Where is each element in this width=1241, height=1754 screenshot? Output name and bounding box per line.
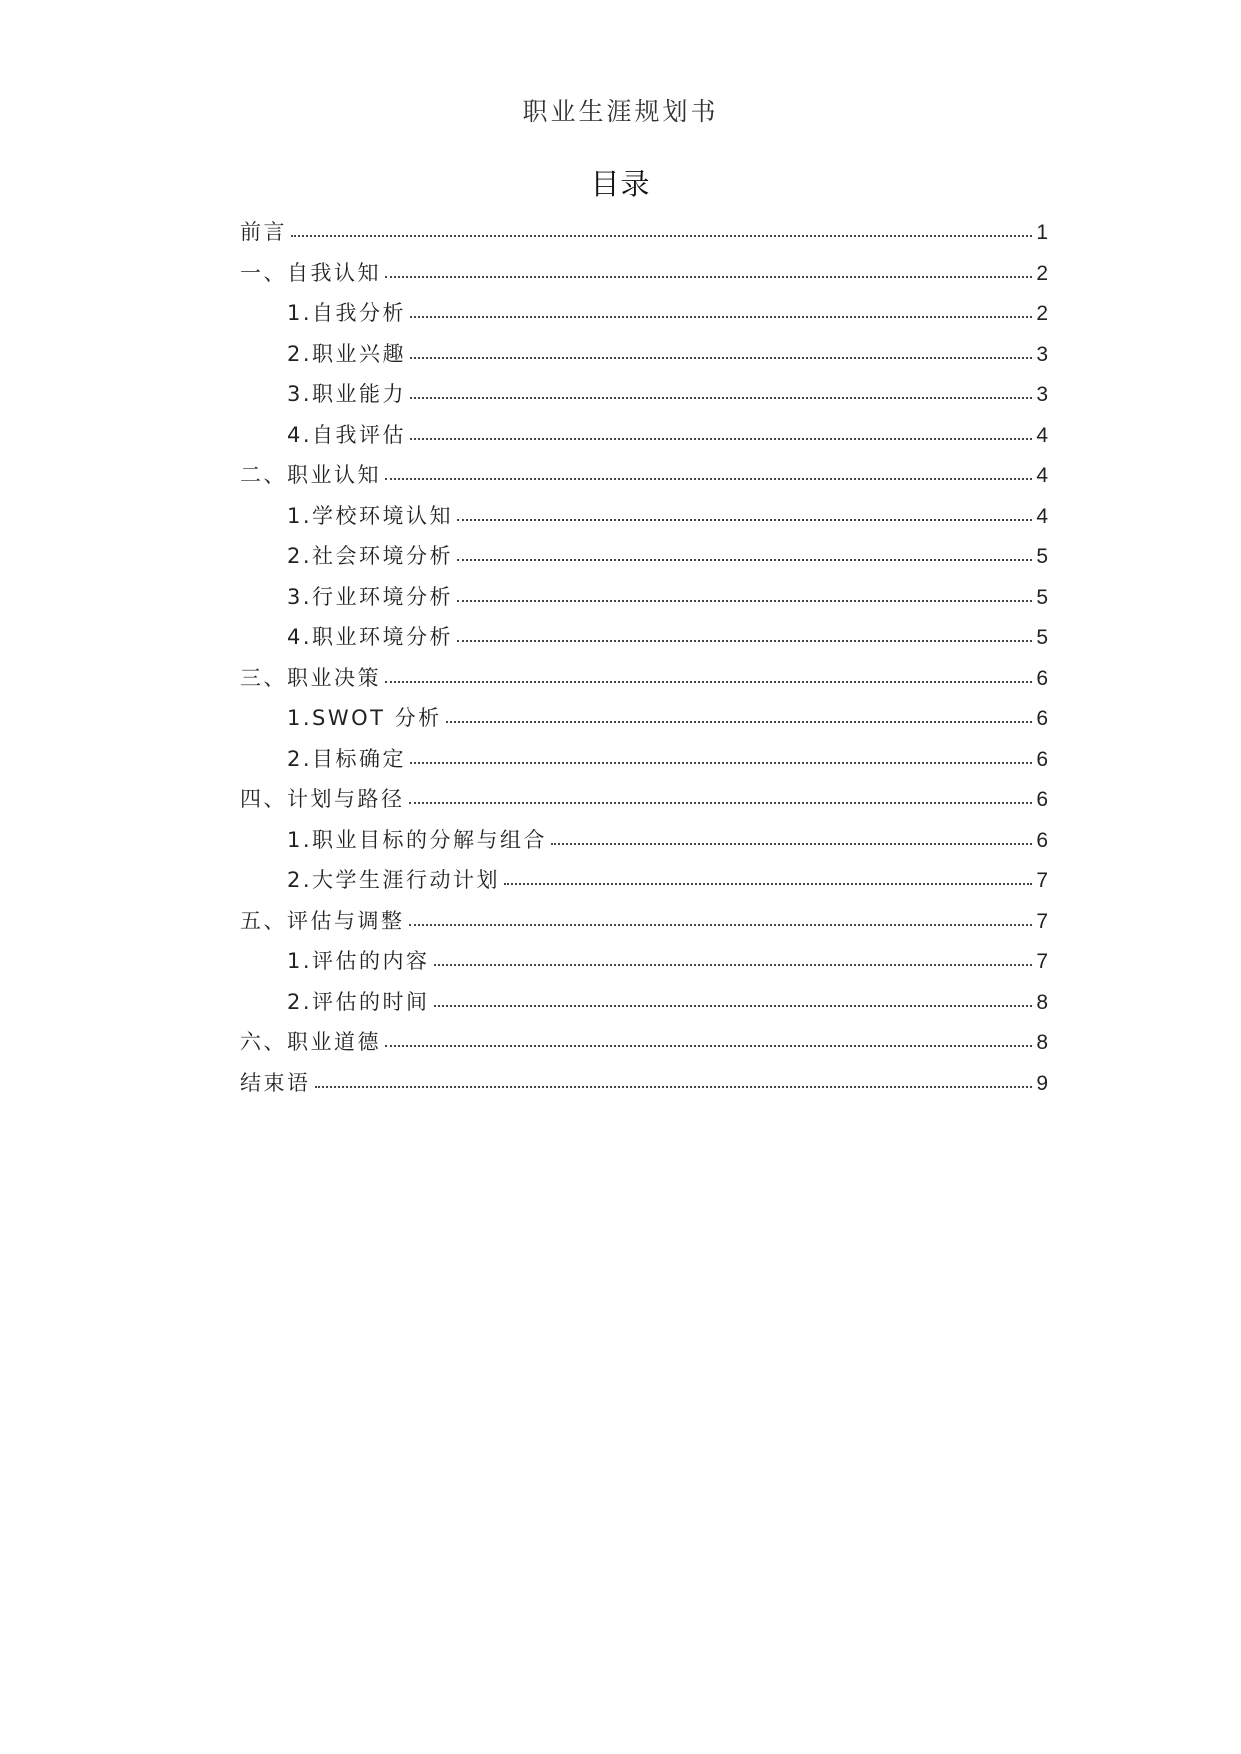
toc-entry-page-number: 7 bbox=[1036, 909, 1048, 933]
toc-entry[interactable] bbox=[240, 378, 1048, 419]
toc-entry-label: 4.职业环境分析 bbox=[287, 625, 454, 649]
toc-entry[interactable] bbox=[240, 419, 1048, 460]
toc-entry-label: 2.社会环境分析 bbox=[287, 544, 454, 568]
toc-entry-page-number: 2 bbox=[1036, 261, 1048, 285]
toc-entry-label: 六、职业道德 bbox=[240, 1030, 381, 1054]
toc-entry[interactable] bbox=[240, 1067, 1048, 1108]
toc-entry[interactable] bbox=[240, 459, 1048, 500]
toc-entry[interactable] bbox=[240, 662, 1048, 703]
toc-entry[interactable] bbox=[240, 257, 1048, 298]
toc-entry-label: 五、评估与调整 bbox=[240, 908, 405, 933]
toc-entry-page-number: 8 bbox=[1036, 990, 1048, 1014]
toc-dot-leader bbox=[457, 558, 1032, 561]
toc-entry-page-number: 6 bbox=[1036, 828, 1048, 852]
toc-entry[interactable] bbox=[240, 540, 1048, 581]
toc-dot-leader bbox=[551, 842, 1032, 845]
toc-entry-label: 3.行业环境分析 bbox=[287, 584, 454, 609]
toc-entry-page-number: 3 bbox=[1036, 342, 1048, 366]
toc-dot-leader bbox=[291, 234, 1032, 237]
toc-entry-label: 三、职业决策 bbox=[240, 665, 381, 690]
toc-entry[interactable] bbox=[240, 581, 1048, 622]
toc-entry-page-number: 4 bbox=[1036, 423, 1048, 447]
toc-dot-leader bbox=[457, 518, 1032, 521]
toc-dot-leader bbox=[385, 275, 1032, 278]
toc-entry-label: 2.目标确定 bbox=[287, 746, 407, 771]
document-title: 职业生涯规划书 bbox=[522, 97, 719, 126]
toc-entry[interactable] bbox=[240, 824, 1048, 865]
toc-entry-label: 结束语 bbox=[240, 1070, 311, 1095]
toc-entry-label: 1.学校环境认知 bbox=[287, 503, 454, 528]
toc-entry-page-number: 7 bbox=[1036, 950, 1048, 973]
toc-entry-label: 4.自我评估 bbox=[287, 422, 407, 447]
toc-entry[interactable] bbox=[240, 905, 1048, 946]
toc-entry-page-number: 2 bbox=[1036, 302, 1048, 325]
toc-entry-label: 四、计划与路径 bbox=[240, 787, 405, 811]
toc-entry-label: 3.职业能力 bbox=[287, 382, 407, 406]
toc-entry-label: 二、职业认知 bbox=[240, 463, 381, 487]
toc-dot-leader bbox=[410, 315, 1032, 318]
toc-dot-leader bbox=[385, 477, 1032, 480]
toc-entry-label: 2.大学生涯行动计划 bbox=[287, 868, 501, 892]
toc-entry[interactable] bbox=[240, 945, 1048, 986]
toc-dot-leader bbox=[457, 639, 1032, 642]
toc-dot-leader bbox=[409, 801, 1033, 804]
toc-entry-page-number: 5 bbox=[1036, 545, 1048, 568]
table-of-contents bbox=[240, 216, 1048, 1107]
toc-dot-leader bbox=[410, 396, 1032, 399]
toc-entry-label: 1.评估的内容 bbox=[287, 949, 430, 973]
toc-entry[interactable] bbox=[240, 1026, 1048, 1067]
toc-entry-page-number: 6 bbox=[1036, 788, 1048, 811]
toc-entry[interactable] bbox=[240, 621, 1048, 662]
toc-entry-page-number: 6 bbox=[1036, 666, 1048, 690]
toc-entry-label: 1.SWOT 分析 bbox=[287, 706, 442, 730]
toc-entry-page-number: 1 bbox=[1036, 221, 1048, 244]
toc-entry-page-number: 4 bbox=[1036, 464, 1048, 487]
toc-dot-leader bbox=[504, 882, 1032, 885]
toc-dot-leader bbox=[410, 356, 1032, 359]
toc-dot-leader bbox=[457, 599, 1032, 602]
toc-entry[interactable] bbox=[240, 338, 1048, 379]
toc-heading: 目录 bbox=[590, 167, 651, 201]
toc-entry[interactable] bbox=[240, 297, 1048, 338]
toc-dot-leader bbox=[410, 761, 1032, 764]
toc-entry-page-number: 7 bbox=[1036, 869, 1048, 892]
toc-entry[interactable] bbox=[240, 216, 1048, 257]
toc-entry-label: 2.评估的时间 bbox=[287, 989, 430, 1014]
toc-dot-leader bbox=[434, 1004, 1033, 1007]
toc-entry-label: 一、自我认知 bbox=[240, 260, 381, 285]
toc-entry-page-number: 6 bbox=[1036, 747, 1048, 771]
toc-entry-label: 1.自我分析 bbox=[287, 301, 407, 325]
toc-entry-page-number: 5 bbox=[1036, 626, 1048, 649]
toc-entry[interactable] bbox=[240, 702, 1048, 743]
toc-dot-leader bbox=[446, 720, 1033, 723]
toc-entry-label: 1.职业目标的分解与组合 bbox=[287, 827, 548, 852]
toc-dot-leader bbox=[385, 680, 1032, 683]
toc-entry[interactable] bbox=[240, 743, 1048, 784]
toc-entry-page-number: 3 bbox=[1036, 383, 1048, 406]
toc-entry-page-number: 5 bbox=[1036, 585, 1048, 609]
toc-entry-page-number: 6 bbox=[1036, 707, 1048, 730]
toc-dot-leader bbox=[385, 1044, 1032, 1047]
toc-dot-leader bbox=[434, 963, 1033, 966]
toc-entry[interactable] bbox=[240, 783, 1048, 824]
toc-dot-leader bbox=[409, 923, 1033, 926]
toc-entry-page-number: 4 bbox=[1036, 504, 1048, 528]
toc-dot-leader bbox=[315, 1085, 1033, 1088]
toc-entry-label: 前言 bbox=[240, 220, 287, 244]
toc-entry[interactable] bbox=[240, 864, 1048, 905]
toc-dot-leader bbox=[410, 437, 1032, 440]
toc-entry[interactable] bbox=[240, 500, 1048, 541]
toc-entry-page-number: 8 bbox=[1036, 1031, 1048, 1054]
toc-entry-page-number: 9 bbox=[1036, 1071, 1048, 1095]
toc-entry-label: 2.职业兴趣 bbox=[287, 341, 407, 366]
toc-entry[interactable] bbox=[240, 986, 1048, 1027]
